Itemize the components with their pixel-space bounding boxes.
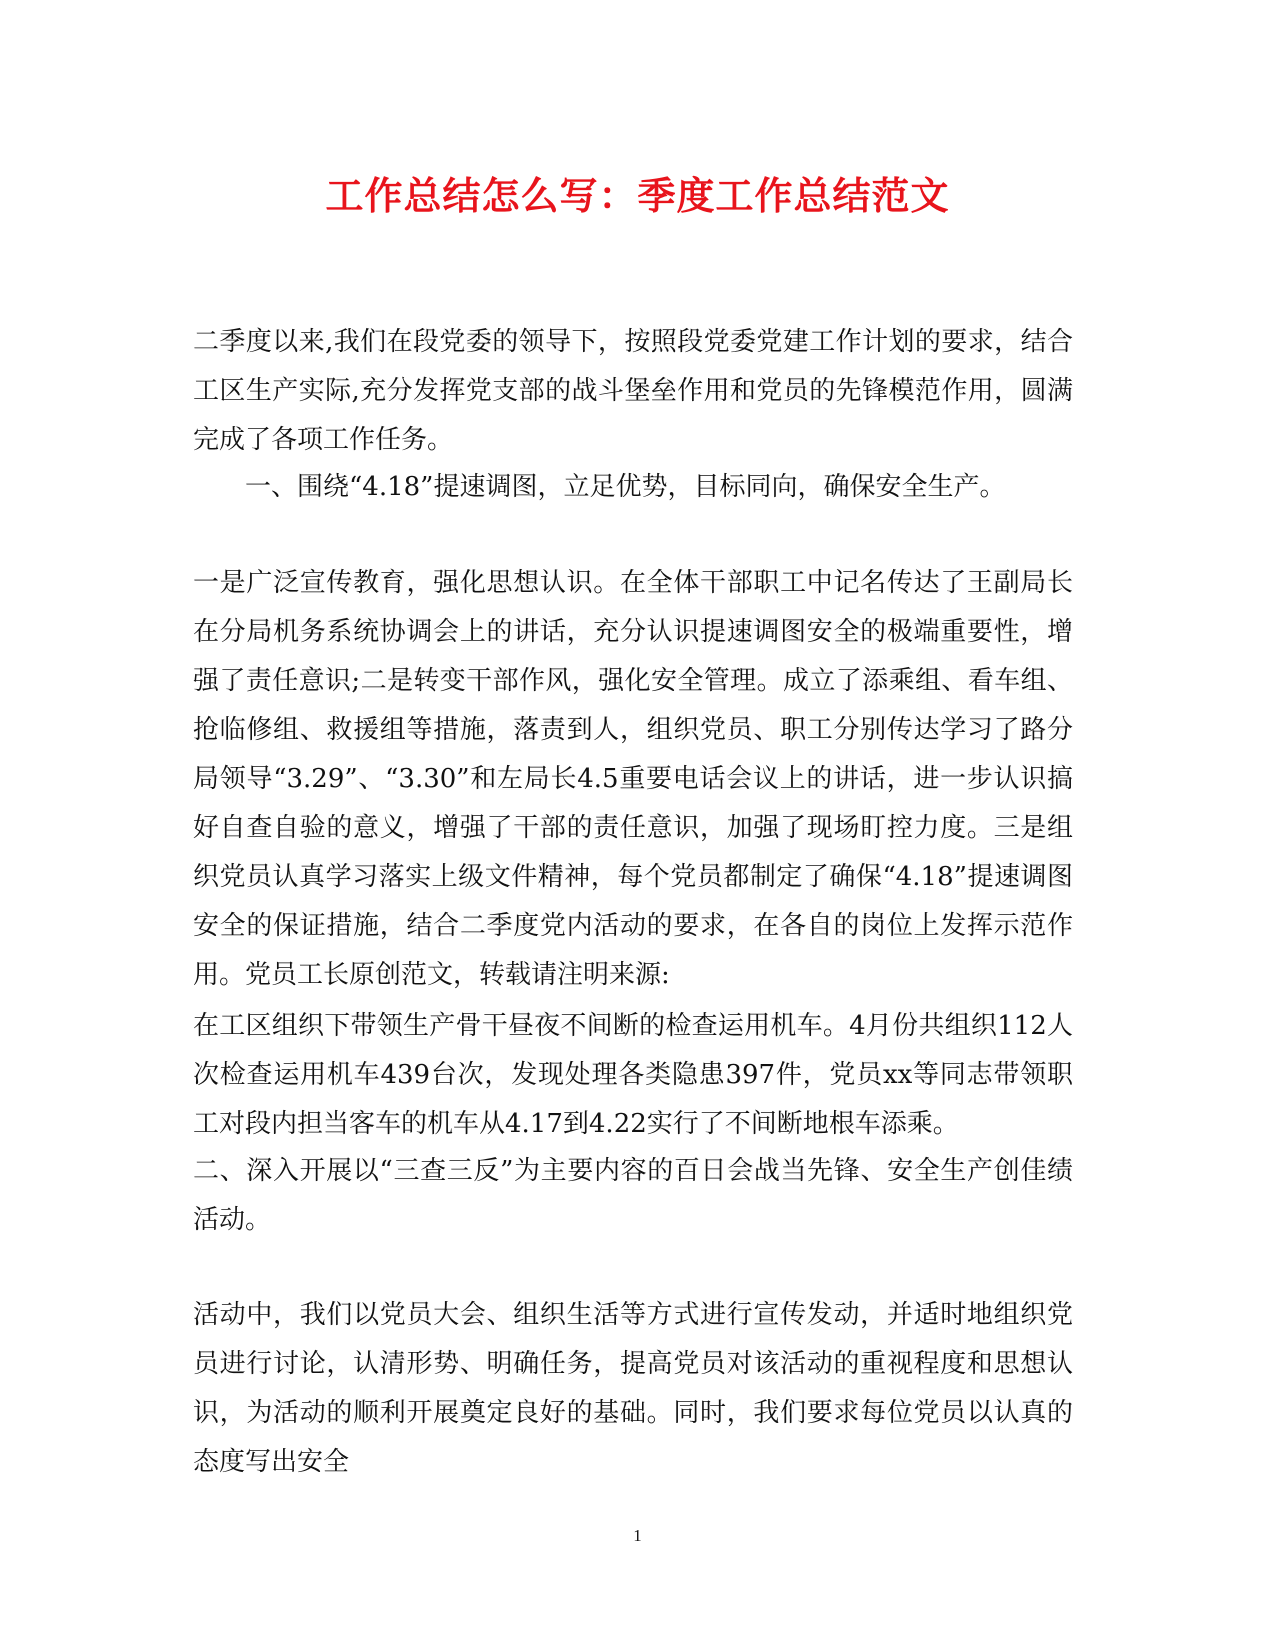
paragraph-inspection: 在工区组织下带领生产骨干昼夜不间断的检查运用机车。4月份共组织112人次检查运用机车439台次，发现处理各类隐患397件，党员xx等同志带领职工对段内担当客车的机车从4.17到4.22实行了不间断地根车添乘。 xyxy=(193,1011,1073,1139)
page-title: 工作总结怎么写：季度工作总结范文 xyxy=(325,173,950,218)
paragraph-activity: 活动中，我们以党员大会、组织生活等方式进行宣传发动，并适时地组织党员进行讨论，认清形势、明确任务，提高党员对该活动的重视程度和思想认识，为活动的顺利开展奠定良好的基础。同时，我们要求每位党员以认真的态度写出安全 xyxy=(193,1300,1073,1477)
paragraph-measures: 一是广泛宣传教育，强化思想认识。在全体干部职工中记名传达了王副局长在分局机务系统协调会上的讲话，充分认识提速调图安全的极端重要性，增强了责任意识;二是转变干部作风，强化安全管理。成立了添乘组、看车组、抢临修组、救援组等措施，落责到人，组织党员、职工分别传达学习了路分局领导“3.29”、“3.30”和左局长4.5重要电话会议上的讲话，进一步认识搞好自查自验的意义，增强了干部的责任意识，加强了现场盯控力度。三是组织党员认真学习落实上级文件精神，每个党员都制定了确保“4.18”提速调图安全的保证措施，结合二季度党内活动的要求，在各自的岗位上发挥示范作用。党员工长原创范文，转载请注明来源: xyxy=(193,568,1073,990)
section-heading-2: 二、深入开展以“三查三反”为主要内容的百日会战当先锋、安全生产创佳绩活动。 xyxy=(193,1156,1073,1235)
page-number: 1 xyxy=(633,1526,642,1545)
section-heading-1: 一、围绕“4.18”提速调图，立足优势，目标同向，确保安全生产。 xyxy=(245,472,1006,502)
paragraph-intro: 二季度以来,我们在段党委的领导下，按照段党委党建工作计划的要求，结合工区生产实际,充分发挥党支部的战斗堡垒作用和党员的先锋模范作用，圆满完成了各项工作任务。 xyxy=(193,327,1073,455)
